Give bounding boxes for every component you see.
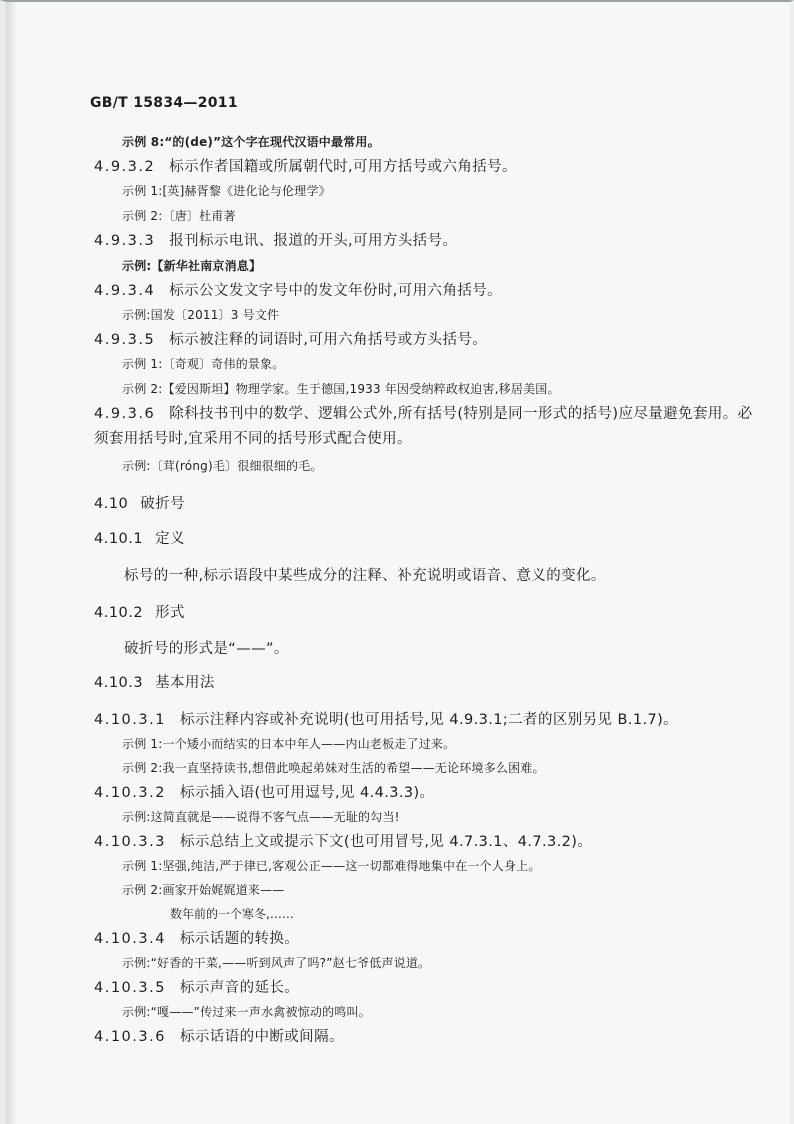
clause-text: 除科技书刊中的数学、逻辑公式外,所有括号(特别是同一形式的括号)应尽量避免套用。必 bbox=[169, 406, 753, 422]
clause-text: 标示被注释的词语时,可用六角括号或方头括号。 bbox=[169, 332, 488, 348]
example-line: 示例 2:〔唐〕杜甫著 bbox=[122, 209, 236, 223]
clause-text: 标示作者国籍或所属朝代时,可用方括号或六角括号。 bbox=[169, 159, 517, 175]
clause-4-9-3-4 bbox=[94, 284, 502, 299]
section-number: 4.10.2 bbox=[94, 605, 144, 621]
section-title: 基本用法 bbox=[155, 675, 215, 691]
clause-4-9-3-2 bbox=[94, 160, 517, 175]
section-title: 定义 bbox=[155, 531, 185, 547]
example-line: 示例:国发〔2011〕3 号文件 bbox=[122, 308, 280, 322]
clause-text: 标示注释内容或补充说明(也可用括号,见 4.9.3.1;二者的区别另见 B.1.7)。 bbox=[179, 712, 679, 728]
clause-number: 4.10.3.2 bbox=[94, 785, 166, 801]
clause-number: 4.10.3.4 bbox=[94, 931, 166, 947]
clause-text: 标示插入语(也可用逗号,见 4.4.3.3)。 bbox=[179, 785, 435, 801]
clause-number: 4.9.3.2 bbox=[94, 159, 156, 175]
clause-number: 4.10.3.1 bbox=[94, 712, 166, 728]
section-title: 形式 bbox=[155, 605, 185, 621]
example-line: 示例 1:一个矮小而结实的日本中年人——内山老板走了过来。 bbox=[122, 737, 456, 751]
clause-number: 4.9.3.5 bbox=[94, 332, 156, 348]
section-heading-4-10-2 bbox=[94, 606, 185, 621]
example-line: 示例:“嘎——”传过来一声水禽被惊动的鸣叫。 bbox=[122, 1005, 371, 1019]
example-line: 示例 1:〔奇观〕奇伟的景象。 bbox=[122, 357, 285, 371]
clause-4-10-3-4 bbox=[94, 932, 299, 947]
clause-number: 4.9.3.4 bbox=[94, 283, 156, 299]
section-heading-4-10-3 bbox=[94, 676, 215, 691]
clause-text: 标示话题的转换。 bbox=[179, 931, 300, 947]
clause-number: 4.9.3.6 bbox=[94, 406, 156, 422]
clause-number: 4.10.3.3 bbox=[94, 834, 166, 850]
clause-number: 4.10.3.6 bbox=[94, 1029, 166, 1045]
clause-4-9-3-5 bbox=[94, 333, 487, 348]
clause-text: 标示公文发文字号中的发文年份时,可用六角括号。 bbox=[169, 283, 503, 299]
example-line: 示例:〔茸(róng)毛〕很细很细的毛。 bbox=[122, 459, 323, 473]
example-line: 示例 1:[英]赫胥黎《进化论与伦理学》 bbox=[122, 184, 331, 198]
example-indented-line: 数年前的一个寒冬,…… bbox=[170, 907, 294, 921]
clause-4-9-3-3 bbox=[94, 234, 457, 249]
section-heading-4-10-1 bbox=[94, 532, 185, 547]
section-heading-4-10 bbox=[94, 497, 185, 512]
clause-continuation: 须套用括号时,宜采用不同的括号形式配合使用。 bbox=[94, 431, 412, 447]
clause-4-10-3-6 bbox=[94, 1030, 344, 1045]
form-text: 破折号的形式是“——”。 bbox=[124, 641, 289, 657]
clause-text: 标示声音的延长。 bbox=[179, 980, 300, 996]
clause-4-10-3-5 bbox=[94, 981, 299, 996]
section-title: 破折号 bbox=[140, 496, 185, 512]
example-line: 示例:【新华社南京消息】 bbox=[122, 259, 262, 273]
section-number: 4.10 bbox=[94, 496, 129, 512]
clause-4-9-3-6 bbox=[94, 407, 753, 422]
clause-number: 4.9.3.3 bbox=[94, 233, 156, 249]
example-8-de: 示例 8:“的(de)”这个字在现代汉语中最常用。 bbox=[122, 135, 380, 149]
example-line: 示例 2:我一直坚持读书,想借此唤起弟妹对生活的希望——无论环境多么困难。 bbox=[122, 761, 545, 775]
example-line: 示例 2:画家开始娓娓道来—— bbox=[122, 883, 285, 897]
section-number: 4.10.1 bbox=[94, 531, 144, 547]
clause-text: 标示总结上文或提示下文(也可用冒号,见 4.7.3.1、4.7.3.2)。 bbox=[179, 834, 593, 850]
clause-number: 4.10.3.5 bbox=[94, 980, 166, 996]
definition-text: 标号的一种,标示语段中某些成分的注释、补充说明或语音、意义的变化。 bbox=[124, 568, 606, 584]
clause-text: 报刊标示电讯、报道的开头,可用方头括号。 bbox=[169, 233, 458, 249]
standard-code-header: GB/T 15834—2011 bbox=[90, 95, 238, 111]
example-line: 示例:“好香的干菜,——听到风声了吗?”赵七爷低声说道。 bbox=[122, 956, 431, 970]
clause-text: 标示话语的中断或间隔。 bbox=[179, 1029, 344, 1045]
example-line: 示例 2:【爱因斯坦】物理学家。生于德国,1933 年因受纳粹政权迫害,移居美国。 bbox=[122, 382, 560, 396]
clause-4-10-3-1 bbox=[94, 713, 678, 728]
example-line: 示例 1:坚强,纯洁,严于律已,客观公正——这一切都难得地集中在一个人身上。 bbox=[122, 859, 541, 873]
clause-4-10-3-2 bbox=[94, 786, 434, 801]
example-line: 示例:这简直就是——说得不客气点——无耻的勾当! bbox=[122, 810, 400, 824]
clause-4-10-3-3 bbox=[94, 835, 592, 850]
section-number: 4.10.3 bbox=[94, 675, 144, 691]
